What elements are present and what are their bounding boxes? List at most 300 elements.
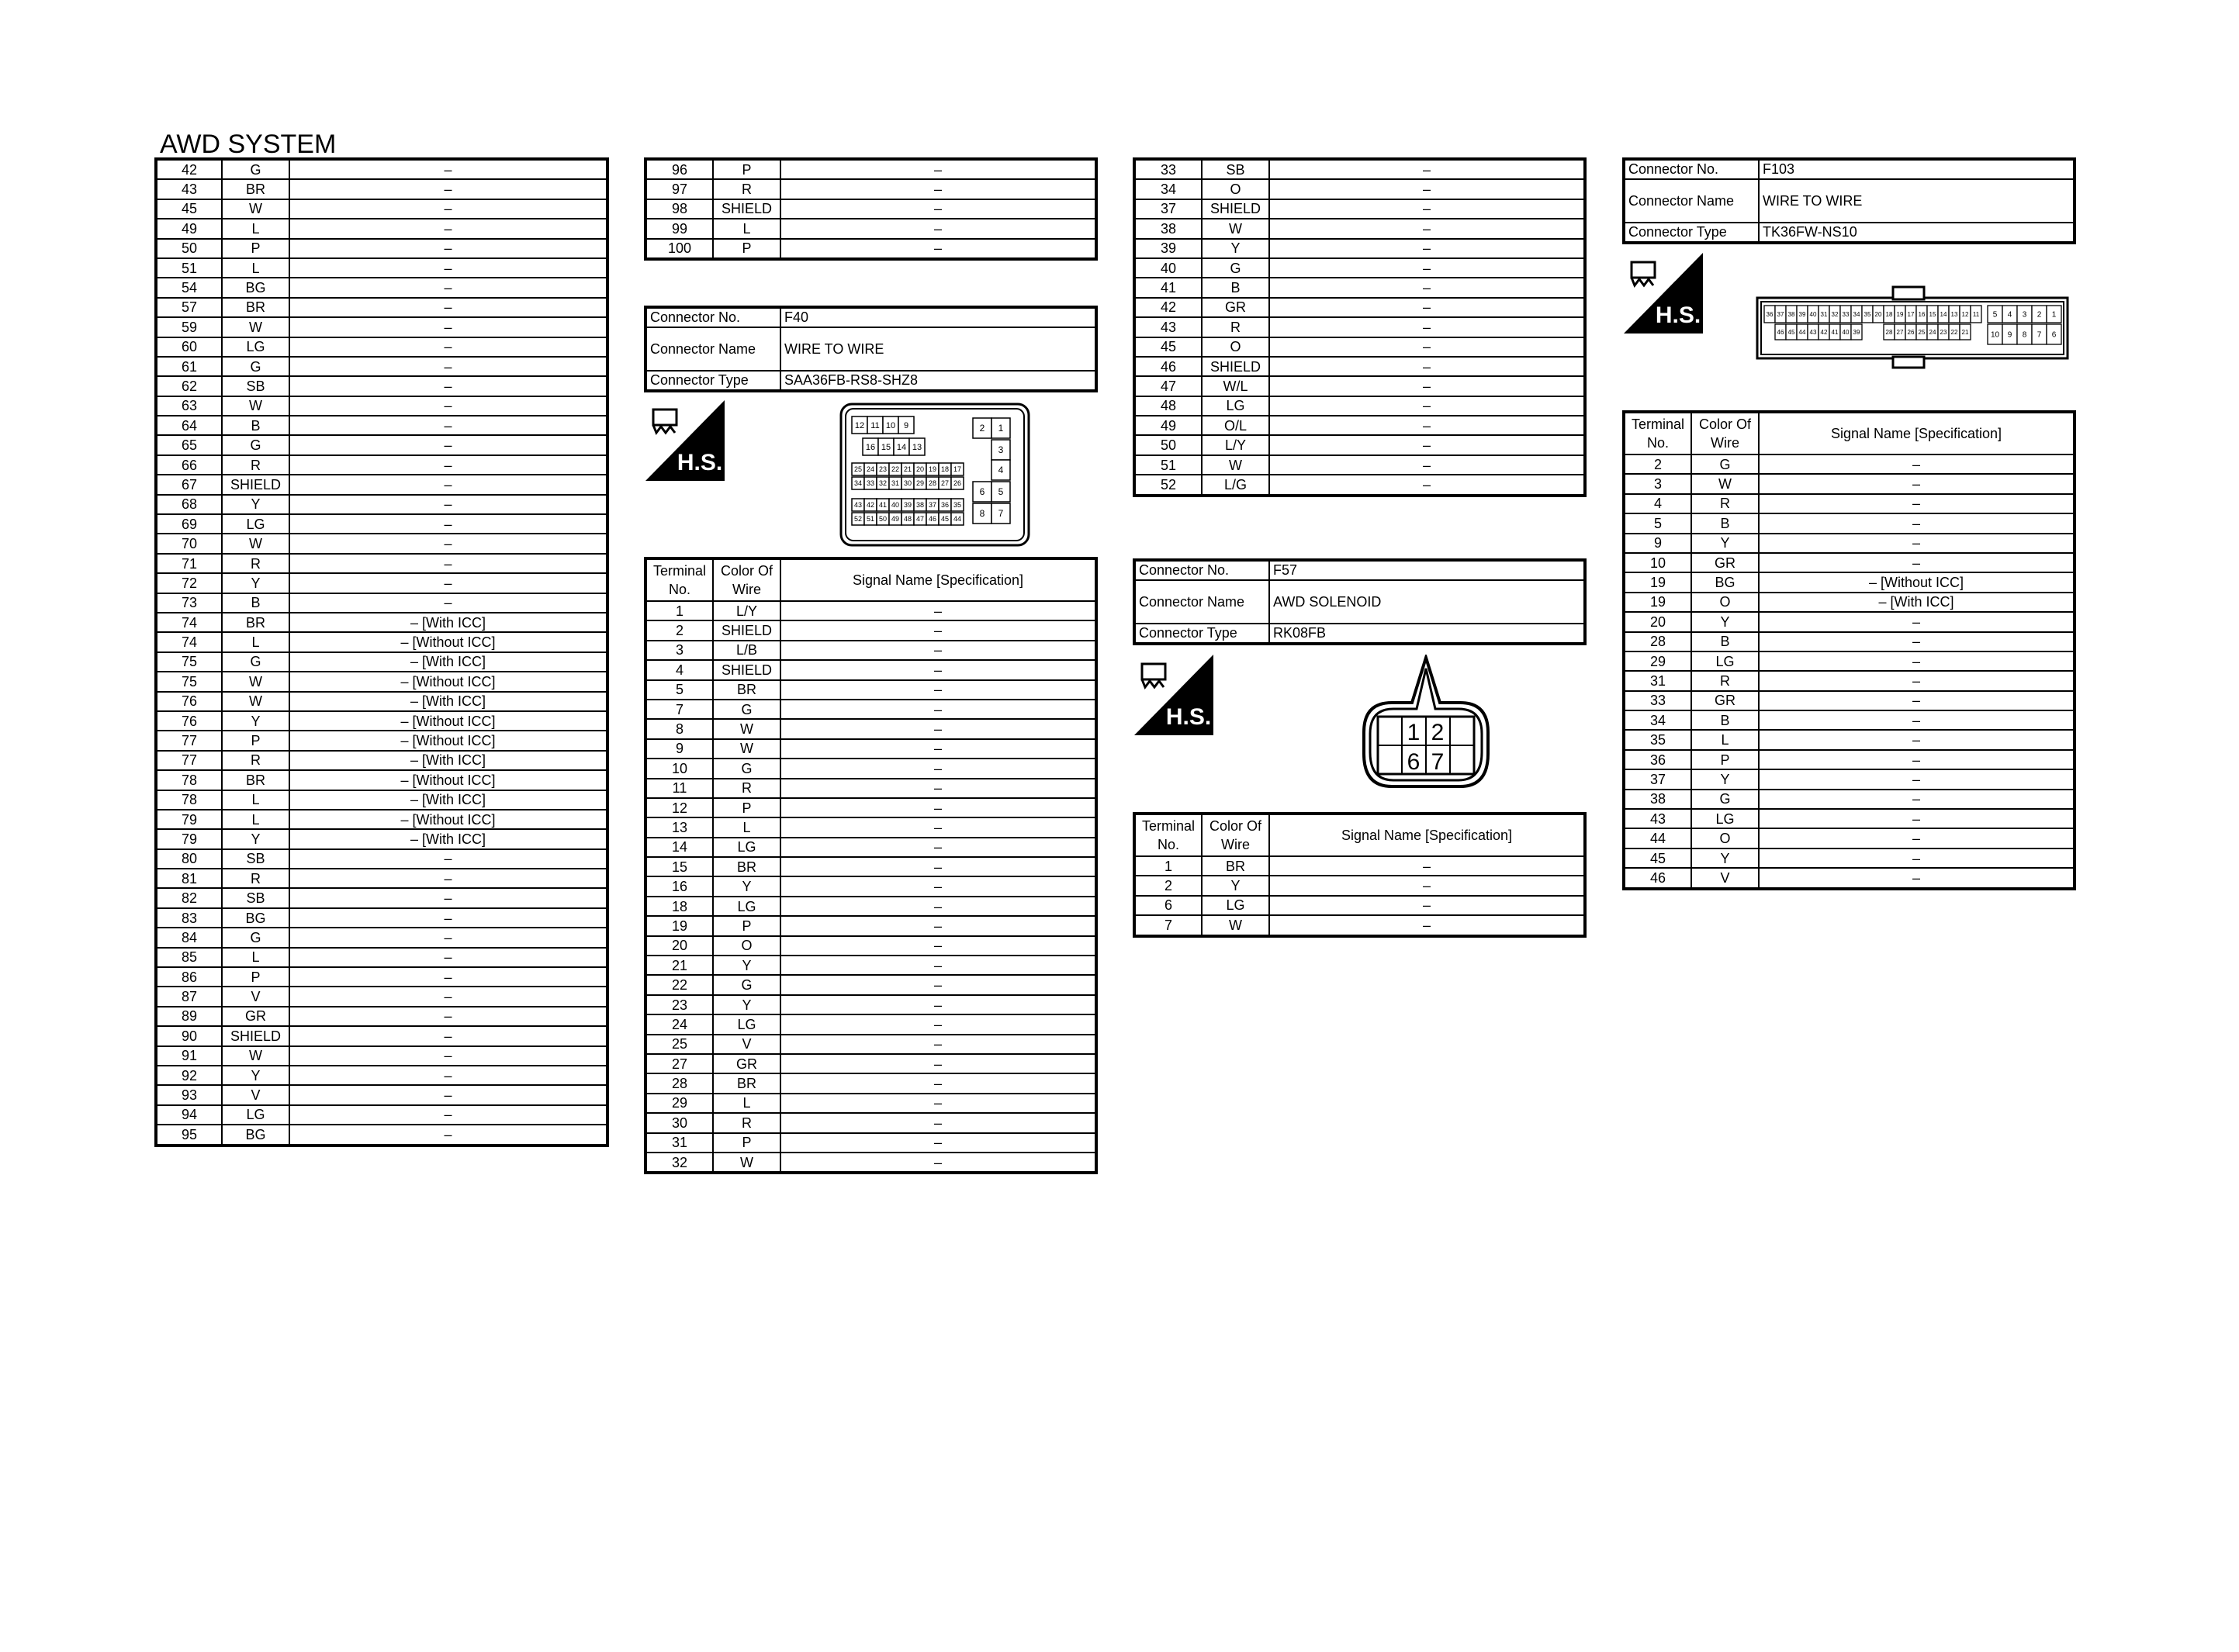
connector-type-label: Connector Type xyxy=(1624,223,1759,243)
terminal-no-cell: 74 xyxy=(156,613,222,632)
wire-color-cell: P xyxy=(222,731,289,750)
table-row xyxy=(156,159,607,179)
signal-name-cell: – xyxy=(289,298,607,317)
wire-color-cell: LG xyxy=(1202,896,1269,915)
wire-color-cell: B xyxy=(222,593,289,613)
terminal-no-cell: 44 xyxy=(1624,828,1691,848)
terminal-no-cell: 38 xyxy=(1624,790,1691,809)
wire-color-cell: SHIELD xyxy=(713,199,780,219)
signal-name-cell: – xyxy=(289,1105,607,1125)
pin-label: 7 xyxy=(1431,749,1445,775)
signal-name-cell: – xyxy=(780,700,1096,719)
pin-label: 20 xyxy=(915,465,925,474)
signal-name-cell: – xyxy=(780,219,1096,238)
terminal-no-cell: 20 xyxy=(645,936,713,956)
connector-name-label: Connector Name xyxy=(1624,179,1759,223)
signal-name-cell: – xyxy=(1759,651,2075,671)
pin-label: 7 xyxy=(998,508,1004,520)
hs-label: H.S. xyxy=(1655,302,1701,328)
table-row xyxy=(156,573,607,593)
signal-name-cell: – xyxy=(1269,239,1585,258)
terminal-no-cell: 42 xyxy=(1134,298,1202,317)
f103-wire-table xyxy=(1622,410,2076,890)
wire-color-cell: GR xyxy=(713,1054,780,1073)
signal-name-cell: – xyxy=(780,759,1096,778)
wire-color-cell: R xyxy=(1691,494,1759,513)
pin-label: 30 xyxy=(903,479,912,488)
table-row xyxy=(1624,612,2075,631)
table-row xyxy=(156,692,607,711)
terminal-no-cell: 50 xyxy=(156,239,222,258)
wire-color-cell: B xyxy=(1202,278,1269,297)
table-row xyxy=(156,337,607,357)
table-row xyxy=(645,897,1096,916)
table-row xyxy=(645,1035,1096,1054)
table-row xyxy=(645,1133,1096,1153)
table-row xyxy=(156,1105,607,1125)
wire-color-cell: G xyxy=(1691,454,1759,474)
wire-color-cell: GR xyxy=(222,1007,289,1026)
pin-label: 36 xyxy=(1766,310,1774,318)
terminal-no-cell: 85 xyxy=(156,948,222,967)
terminal-no-cell: 95 xyxy=(156,1125,222,1145)
signal-name-cell: – [With ICC] xyxy=(289,790,607,810)
table-row xyxy=(156,888,607,907)
signal-name-cell: – xyxy=(289,258,607,278)
terminal-no-cell: 15 xyxy=(645,857,713,876)
table-row xyxy=(645,700,1096,719)
wire-color-cell: R xyxy=(713,1113,780,1132)
terminal-no-cell: 47 xyxy=(1134,376,1202,396)
f40-wire-table xyxy=(644,557,1098,1174)
wire-color-cell: L xyxy=(222,219,289,238)
pin-label: 2 xyxy=(979,423,985,434)
table-row xyxy=(156,534,607,553)
signal-name-cell: – xyxy=(1759,769,2075,789)
wire-color-cell: Y xyxy=(222,1066,289,1085)
terminal-no-cell: 43 xyxy=(1134,317,1202,337)
table-row xyxy=(156,1046,607,1066)
table-row xyxy=(1134,876,1585,895)
table-row xyxy=(156,1085,607,1104)
table-row xyxy=(156,593,607,613)
terminal-no-cell: 90 xyxy=(156,1026,222,1045)
pin-label: 35 xyxy=(1864,310,1871,318)
pin-label: 13 xyxy=(912,442,922,452)
wire-color-cell: O/L xyxy=(1202,416,1269,435)
wire-color-cell: W xyxy=(222,396,289,416)
wire-color-cell: R xyxy=(713,779,780,798)
pin-label: 6 xyxy=(2051,330,2057,340)
signal-name-cell: – xyxy=(1759,513,2075,533)
wire-color-cell: W xyxy=(713,739,780,759)
pin-label: 50 xyxy=(878,515,888,524)
table-row xyxy=(156,948,607,967)
signal-name-cell: – xyxy=(1269,475,1585,495)
terminal-no-cell: 69 xyxy=(156,514,222,534)
terminal-no-cell: 2 xyxy=(1134,876,1202,895)
signal-name-cell: – xyxy=(1759,534,2075,553)
table-row xyxy=(156,751,607,770)
terminal-no-cell: 11 xyxy=(645,779,713,798)
terminal-no-cell: 34 xyxy=(1134,179,1202,199)
connector-type-value: TK36FW-NS10 xyxy=(1759,223,2075,243)
terminal-no-cell: 41 xyxy=(1134,278,1202,297)
terminal-no-cell: 63 xyxy=(156,396,222,416)
signal-name-cell: – xyxy=(780,239,1096,259)
table-row xyxy=(1624,474,2075,493)
wire-table-col1 xyxy=(154,157,609,1147)
wire-color-cell: L xyxy=(713,219,780,238)
terminal-no-cell: 79 xyxy=(156,810,222,829)
pin-label: 43 xyxy=(853,501,863,510)
wire-color-cell: BR xyxy=(713,857,780,876)
pin-label: 42 xyxy=(1820,328,1828,336)
terminal-no-cell: 25 xyxy=(645,1035,713,1054)
wire-color-cell: R xyxy=(1202,317,1269,337)
signal-name-cell: – xyxy=(780,936,1096,956)
terminal-no-cell: 7 xyxy=(1134,915,1202,935)
signal-name-cell: – xyxy=(289,593,607,613)
signal-name-cell: – [With ICC] xyxy=(1759,593,2075,612)
wire-color-cell: B xyxy=(1691,513,1759,533)
pin-label: 48 xyxy=(903,515,912,524)
table-row xyxy=(645,1054,1096,1073)
pin-label: 16 xyxy=(865,442,876,452)
signal-name-cell: – xyxy=(289,179,607,199)
terminal-no-cell: 28 xyxy=(645,1073,713,1093)
terminal-no-cell: 43 xyxy=(156,179,222,199)
pin-label: 2 xyxy=(2037,310,2042,320)
signal-name-cell: – [Without ICC] xyxy=(289,770,607,790)
wire-color-cell: L/Y xyxy=(1202,435,1269,454)
table-row xyxy=(156,770,607,790)
pin-label: 3 xyxy=(998,444,1004,456)
signal-name-cell: – xyxy=(289,948,607,967)
terminal-no-cell: 34 xyxy=(1624,710,1691,730)
signal-name-cell: – xyxy=(780,1014,1096,1034)
wire-color-cell: O xyxy=(1691,593,1759,612)
pin-label: 20 xyxy=(1874,310,1882,318)
signal-name-cell: – xyxy=(289,928,607,947)
connector-type-value: SAA36FB-RS8-SHZ8 xyxy=(780,371,1096,391)
wire-color-cell: G xyxy=(1691,790,1759,809)
terminal-no-cell: 23 xyxy=(645,995,713,1014)
signal-name-cell: – xyxy=(780,897,1096,916)
signal-name-cell: – xyxy=(289,987,607,1006)
signal-name-cell: – xyxy=(289,396,607,416)
table-row xyxy=(1624,454,2075,474)
signal-name-cell: – xyxy=(289,869,607,888)
terminal-no-cell: 27 xyxy=(645,1054,713,1073)
table-row xyxy=(1624,651,2075,671)
terminal-no-cell: 46 xyxy=(1134,357,1202,376)
wire-color-cell: Y xyxy=(1691,848,1759,868)
table-row xyxy=(1624,790,2075,809)
signal-name-cell: – xyxy=(1269,896,1585,915)
wire-color-cell: LG xyxy=(1691,809,1759,828)
pin-label: 37 xyxy=(1777,310,1784,318)
pin-label: 45 xyxy=(1787,328,1795,336)
signal-name-cell: – xyxy=(1759,553,2075,572)
f57-wire-table xyxy=(1133,812,1587,938)
terminal-no-cell: 64 xyxy=(156,416,222,435)
signal-name-cell: – xyxy=(289,337,607,357)
signal-header: Signal Name [Specification] xyxy=(1759,412,2075,454)
table-row xyxy=(1134,258,1585,278)
table-row xyxy=(1624,632,2075,651)
terminal-no-cell: 9 xyxy=(1624,534,1691,553)
pin-label: 22 xyxy=(891,465,900,474)
table-row xyxy=(645,1073,1096,1093)
terminal-no-cell: 98 xyxy=(645,199,713,219)
signal-name-cell: – [With ICC] xyxy=(289,829,607,848)
connector-name-label: Connector Name xyxy=(1134,580,1269,624)
signal-name-cell: – xyxy=(780,779,1096,798)
signal-name-cell: – xyxy=(1269,199,1585,219)
wire-color-cell: GR xyxy=(1202,298,1269,317)
terminal-no-cell: 78 xyxy=(156,770,222,790)
signal-name-cell: – xyxy=(289,1007,607,1026)
wire-color-cell: L xyxy=(713,1094,780,1113)
connector-type-label: Connector Type xyxy=(645,371,780,391)
pin-label: 12 xyxy=(1961,310,1969,318)
color-header: Color Of Wire xyxy=(713,558,780,601)
terminal-no-cell: 29 xyxy=(1624,651,1691,671)
table-row xyxy=(156,790,607,810)
connector-no-label: Connector No. xyxy=(1624,159,1759,179)
signal-name-cell: – xyxy=(780,1113,1096,1132)
terminal-no-cell: 68 xyxy=(156,495,222,514)
signal-name-cell: – xyxy=(780,817,1096,837)
signal-name-cell: – xyxy=(289,495,607,514)
pin-label: 18 xyxy=(940,465,950,474)
terminal-no-cell: 93 xyxy=(156,1085,222,1104)
wire-color-cell: LG xyxy=(1202,396,1269,416)
wire-color-cell: P xyxy=(713,916,780,935)
f40-connector-diagram xyxy=(839,403,1030,551)
connector-no-value: F103 xyxy=(1759,159,2075,179)
terminal-no-cell: 76 xyxy=(156,711,222,731)
table-row xyxy=(156,731,607,750)
table-row xyxy=(156,928,607,947)
signal-name-cell: – [Without ICC] xyxy=(1759,572,2075,592)
terminal-no-cell: 40 xyxy=(1134,258,1202,278)
signal-name-cell: – xyxy=(1759,848,2075,868)
wire-color-cell: LG xyxy=(713,838,780,857)
table-row xyxy=(1624,513,2075,533)
signal-name-cell: – xyxy=(289,376,607,396)
pin-label: 45 xyxy=(940,515,950,524)
terminal-no-cell: 29 xyxy=(645,1094,713,1113)
pin-label: 28 xyxy=(1885,328,1893,336)
signal-name-cell: – [With ICC] xyxy=(289,652,607,672)
wire-color-cell: B xyxy=(222,416,289,435)
table-row xyxy=(156,514,607,534)
terminal-no-cell: 66 xyxy=(156,455,222,475)
signal-name-cell: – xyxy=(289,455,607,475)
signal-name-cell: – xyxy=(1269,435,1585,454)
table-row xyxy=(1624,671,2075,690)
signal-name-cell: – xyxy=(780,199,1096,219)
terminal-no-cell: 7 xyxy=(645,700,713,719)
signal-name-cell: – xyxy=(780,719,1096,738)
table-row xyxy=(645,1014,1096,1034)
table-row xyxy=(645,159,1096,179)
pin-label: 16 xyxy=(1918,310,1926,318)
terminal-no-cell: 12 xyxy=(645,798,713,817)
signal-name-cell: – xyxy=(780,798,1096,817)
wire-color-cell: W xyxy=(222,199,289,219)
pin-label: 34 xyxy=(853,479,863,488)
terminal-no-cell: 54 xyxy=(156,278,222,297)
signal-name-cell: – xyxy=(289,278,607,297)
terminal-no-cell: 22 xyxy=(645,975,713,994)
signal-name-cell: – xyxy=(289,239,607,258)
terminal-no-cell: 73 xyxy=(156,593,222,613)
signal-name-cell: – xyxy=(780,995,1096,1014)
table-row xyxy=(156,829,607,848)
wire-color-cell: G xyxy=(222,159,289,179)
terminal-no-cell: 13 xyxy=(645,817,713,837)
pin-label: 2 xyxy=(1431,720,1445,745)
wire-color-cell: BR xyxy=(222,179,289,199)
connector-no-label: Connector No. xyxy=(645,307,780,327)
signal-name-cell: – [Without ICC] xyxy=(289,672,607,691)
pin-label: 10 xyxy=(885,420,896,430)
table-row xyxy=(156,632,607,651)
table-row xyxy=(156,908,607,928)
wire-color-cell: BR xyxy=(222,298,289,317)
table-row xyxy=(156,652,607,672)
table-row xyxy=(156,199,607,219)
terminal-no-cell: 2 xyxy=(645,620,713,640)
hs-harness-side-icon xyxy=(1134,655,1213,739)
table-row xyxy=(1134,219,1585,238)
pin-label: 11 xyxy=(1972,310,1980,318)
terminal-no-cell: 19 xyxy=(645,916,713,935)
signal-name-cell: – xyxy=(1269,856,1585,876)
wire-color-cell: L xyxy=(222,258,289,278)
terminal-no-cell: 10 xyxy=(645,759,713,778)
pin-label: 8 xyxy=(2022,330,2027,340)
pin-label: 25 xyxy=(853,465,863,474)
wire-color-cell: L/Y xyxy=(713,601,780,620)
signal-header: Signal Name [Specification] xyxy=(1269,814,1585,856)
pin-label: 32 xyxy=(878,479,888,488)
signal-name-cell: – xyxy=(780,620,1096,640)
wire-color-cell: LG xyxy=(713,897,780,916)
pin-label: 25 xyxy=(1918,328,1926,336)
signal-name-cell: – [Without ICC] xyxy=(289,711,607,731)
terminal-no-cell: 46 xyxy=(1624,868,1691,888)
table-row xyxy=(1624,494,2075,513)
terminal-no-cell: 59 xyxy=(156,317,222,337)
wire-color-cell: P xyxy=(222,239,289,258)
wire-color-cell: BR xyxy=(222,770,289,790)
signal-name-cell: – xyxy=(1759,790,2075,809)
wire-color-cell: R xyxy=(713,179,780,199)
table-row xyxy=(156,376,607,396)
wire-table-col3-top xyxy=(1133,157,1587,497)
table-row xyxy=(156,711,607,731)
wire-color-cell: Y xyxy=(1691,534,1759,553)
pin-label: 26 xyxy=(953,479,962,488)
table-row xyxy=(1624,809,2075,828)
table-row xyxy=(156,869,607,888)
table-row xyxy=(1624,848,2075,868)
table-row xyxy=(645,1094,1096,1113)
table-row xyxy=(156,317,607,337)
pin-label: 27 xyxy=(940,479,950,488)
signal-name-cell: – xyxy=(1269,396,1585,416)
table-row xyxy=(1624,769,2075,789)
terminal-no-cell: 96 xyxy=(645,159,713,179)
wire-color-cell: Y xyxy=(222,711,289,731)
terminal-no-cell: 1 xyxy=(645,601,713,620)
table-row xyxy=(645,601,1096,620)
pin-label: 23 xyxy=(878,465,888,474)
signal-header: Signal Name [Specification] xyxy=(780,558,1096,601)
wire-color-cell: W xyxy=(222,317,289,337)
wire-color-cell: SB xyxy=(222,376,289,396)
signal-name-cell: – xyxy=(1759,710,2075,730)
pin-label: 12 xyxy=(854,420,865,430)
terminal-no-cell: 45 xyxy=(1624,848,1691,868)
wire-color-cell: SHIELD xyxy=(1202,357,1269,376)
pin-label: 41 xyxy=(878,501,888,510)
pin-label: 44 xyxy=(953,515,962,524)
terminal-header: Terminal No. xyxy=(645,558,713,601)
terminal-no-cell: 51 xyxy=(1134,455,1202,475)
table-row xyxy=(156,849,607,869)
pin-label: 10 xyxy=(1990,330,2000,340)
table-row xyxy=(156,278,607,297)
wire-color-cell: W xyxy=(1202,219,1269,238)
pin-label: 9 xyxy=(903,420,909,430)
pin-label: 28 xyxy=(928,479,937,488)
signal-name-cell: – xyxy=(1269,179,1585,199)
pin-label: 42 xyxy=(866,501,875,510)
pin-label: 5 xyxy=(1992,310,1998,320)
table-row xyxy=(156,967,607,987)
terminal-no-cell: 8 xyxy=(645,719,713,738)
terminal-no-cell: 31 xyxy=(645,1133,713,1153)
table-row xyxy=(1624,691,2075,710)
pin-label: 37 xyxy=(928,501,937,510)
signal-name-cell: – xyxy=(289,219,607,238)
color-header: Color Of Wire xyxy=(1202,814,1269,856)
wire-color-cell: O xyxy=(1691,828,1759,848)
table-row xyxy=(645,660,1096,679)
table-row xyxy=(1134,915,1585,935)
table-row xyxy=(1134,199,1585,219)
pin-label: 49 xyxy=(891,515,900,524)
signal-name-cell: – xyxy=(780,601,1096,620)
terminal-no-cell: 37 xyxy=(1134,199,1202,219)
table-row xyxy=(1134,298,1585,317)
terminal-no-cell: 78 xyxy=(156,790,222,810)
signal-name-cell: – xyxy=(780,1035,1096,1054)
table-row xyxy=(156,613,607,632)
signal-name-cell: – xyxy=(1269,357,1585,376)
terminal-no-cell: 83 xyxy=(156,908,222,928)
terminal-no-cell: 5 xyxy=(1624,513,1691,533)
wire-color-cell: G xyxy=(222,928,289,947)
terminal-no-cell: 87 xyxy=(156,987,222,1006)
wire-color-cell: BR xyxy=(713,1073,780,1093)
pin-label: 14 xyxy=(896,442,907,452)
